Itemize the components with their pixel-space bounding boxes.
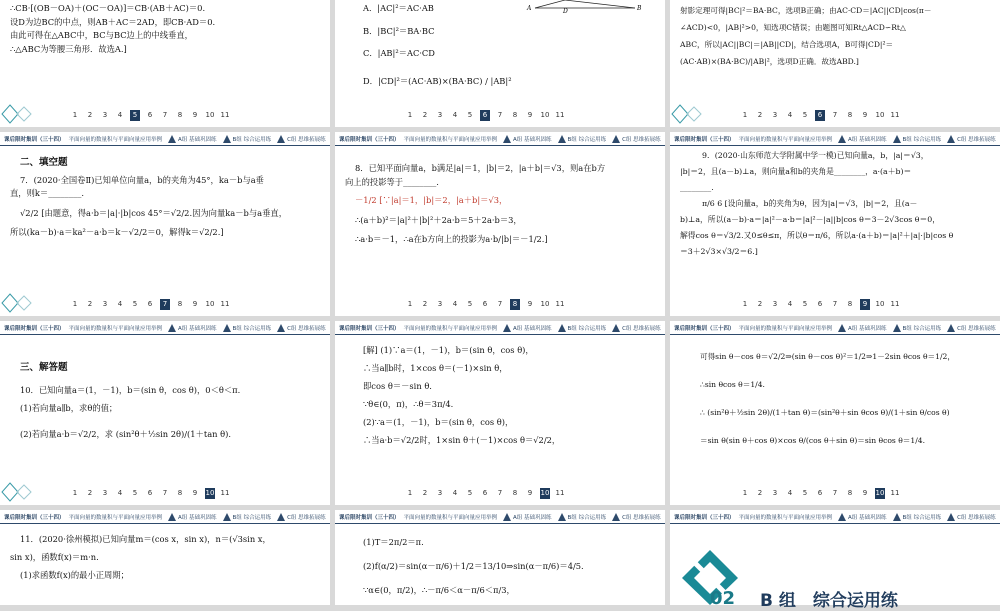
page-link[interactable]: 4	[787, 111, 793, 119]
page-link[interactable]: 11	[555, 300, 565, 308]
text-line: 由此可得在△ABC中，BC与BC边上的中线垂直，	[10, 30, 193, 40]
slide-header	[335, 510, 665, 524]
page-link[interactable]: 5	[802, 489, 808, 497]
page-link[interactable]: 4	[117, 300, 123, 308]
triangle-icon	[612, 513, 620, 521]
triangle-icon	[168, 135, 176, 143]
page-link[interactable]: 9	[192, 111, 198, 119]
question-line: ________.	[680, 183, 714, 192]
section-title: B 组 综合运用练	[760, 591, 898, 611]
page-link[interactable]: 4	[117, 489, 123, 497]
tab-group-b[interactable]: B组 综合运用练	[893, 135, 942, 143]
tab-group-b[interactable]: B组 综合运用练	[893, 513, 942, 521]
page-nav[interactable]	[405, 110, 565, 121]
diamond-decor-icon	[2, 292, 42, 314]
triangle-icon	[277, 135, 285, 143]
page-link[interactable]: 10	[540, 111, 550, 119]
page-link[interactable]: 6	[147, 300, 153, 308]
answer-line: ∴a·b＝－1，∴a在b方向上的投影为a·b/|b|＝－1/2.]	[355, 234, 548, 244]
solution-line: ∴当a·b＝√2/2时，1×sin θ＋(－1)×cos θ＝√2/2，	[363, 435, 561, 445]
page-link[interactable]: 2	[87, 111, 93, 119]
page-nav[interactable]	[70, 488, 230, 499]
slide-10a[interactable]	[0, 321, 330, 505]
slide-header	[335, 321, 665, 335]
tab-group-b[interactable]: B组 综合运用练	[558, 513, 607, 521]
page-link[interactable]: 4	[787, 300, 793, 308]
slide-6a[interactable]	[335, 0, 665, 127]
tab-group-c[interactable]: C组 思维拓展练	[612, 324, 661, 332]
page-link[interactable]: 3	[772, 111, 778, 119]
question-line: 11．(2020·徐州模拟)已知向量m＝(cos x，sin x)，n＝(√3sin x，	[20, 534, 271, 544]
page-link[interactable]: 3	[772, 489, 778, 497]
tab-group-b[interactable]: B组 综合运用练	[223, 513, 272, 521]
question-line: sin x)，函数f(x)＝m·n.	[10, 552, 99, 562]
solution-line: (2)∵a＝(1，－1)，b＝(sin θ，cos θ)，	[363, 417, 514, 427]
page-link-current[interactable]: 10	[875, 489, 885, 497]
page-link[interactable]: 2	[757, 300, 763, 308]
solution-line: (2)f(α/2)＝sin(α－π/6)＋1/2＝13/10⇒sin(α－π/6)＝4/5.	[363, 561, 584, 571]
page-link[interactable]: 4	[787, 489, 793, 497]
page-link[interactable]: 10	[540, 300, 550, 308]
text-line: ∠ACD)<0，|AB|²>0，知选项C错误；由题图可知Rt△ACD∽Rt△	[680, 23, 906, 32]
page-link[interactable]: 9	[527, 111, 533, 119]
slide-header	[670, 510, 1000, 524]
page-link-current[interactable]: 6	[480, 110, 490, 121]
tab-group-c[interactable]: C组 思维拓展练	[277, 513, 326, 521]
page-link-current[interactable]: 10	[540, 489, 550, 497]
page-link[interactable]: 2	[757, 111, 763, 119]
tab-group-b[interactable]: B组 综合运用练	[558, 135, 607, 143]
section-heading: 三、解答题	[20, 362, 68, 373]
text-line: ∴CB·[(OB－OA)＋(OC－OA)]＝CB·(AB＋AC)＝0.	[10, 3, 206, 13]
page-link[interactable]: 5	[467, 489, 473, 497]
page-link[interactable]: 5	[802, 111, 808, 119]
slide-header	[670, 321, 1000, 335]
page-link[interactable]: 8	[512, 111, 518, 119]
slide-header	[0, 132, 330, 146]
page-link[interactable]: 8	[177, 489, 183, 497]
header-title: 课后限时集训（三十四）	[4, 325, 65, 332]
triangle-icon	[893, 513, 901, 521]
page-link[interactable]: 1	[72, 300, 78, 308]
page-link[interactable]: 3	[437, 300, 443, 308]
page-link-current[interactable]: 9	[860, 299, 870, 310]
page-nav[interactable]	[405, 299, 565, 310]
triangle-icon	[947, 324, 955, 332]
page-nav[interactable]	[740, 110, 900, 121]
header-title: 课后限时集训（三十四）	[4, 514, 65, 521]
page-link[interactable]: 3	[437, 489, 443, 497]
text-line: (AC·AB)×(BA·BC)/|AB|²，选项D正确．故选ABD.]	[680, 57, 859, 66]
page-link[interactable]: 8	[847, 489, 853, 497]
section-heading: 二、填空题	[20, 157, 68, 168]
triangle-icon	[168, 324, 176, 332]
triangle-icon	[612, 135, 620, 143]
solution-line: (1)T＝2π/2＝π.	[363, 537, 424, 547]
solution-line: 即cos θ＝－sin θ.	[363, 381, 432, 391]
tab-group-a[interactable]: A组 基础巩固练	[838, 324, 887, 332]
page-link[interactable]: 5	[467, 111, 473, 119]
page-link[interactable]: 8	[512, 489, 518, 497]
triangle-icon	[223, 324, 231, 332]
solution-line: ∴当a∥b时，1×cos θ＝(－1)×sin θ，	[363, 363, 508, 373]
header-title: 课后限时集训（三十四）	[674, 514, 735, 521]
header-title: 课后限时集训（三十四）	[339, 514, 400, 521]
header-subtitle: 平面向量的数量积与平面向量应用举例	[738, 325, 833, 332]
tab-group-a[interactable]: A组 基础巩固练	[168, 135, 217, 143]
triangle-icon	[838, 513, 846, 521]
page-link-current[interactable]: 6	[815, 110, 825, 121]
page-link[interactable]: 9	[527, 300, 533, 308]
point-label-a: A	[527, 5, 532, 12]
page-link[interactable]: 1	[407, 111, 413, 119]
tab-group-c[interactable]: C组 思维拓展练	[947, 135, 996, 143]
slide-5[interactable]	[0, 0, 330, 127]
page-link[interactable]: 9	[192, 489, 198, 497]
page-link[interactable]: 7	[497, 111, 503, 119]
slide-7[interactable]	[0, 132, 330, 316]
slide-8[interactable]	[335, 132, 665, 316]
page-link[interactable]: 11	[890, 489, 900, 497]
triangle-icon	[223, 135, 231, 143]
page-link[interactable]: 11	[555, 489, 565, 497]
diamond-decor-icon	[2, 103, 42, 125]
page-link[interactable]: 5	[802, 300, 808, 308]
page-link[interactable]: 2	[422, 111, 428, 119]
page-link[interactable]: 11	[220, 489, 230, 497]
triangle-icon	[558, 135, 566, 143]
solution-line: ∵α∈(0，π/2)，∴－π/6＜α－π/6＜π/3，	[363, 585, 515, 595]
page-link[interactable]: 1	[407, 300, 413, 308]
page-link[interactable]: 7	[832, 300, 838, 308]
triangle-icon	[168, 513, 176, 521]
slide-header	[335, 132, 665, 146]
tab-group-a[interactable]: A组 基础巩固练	[838, 513, 887, 521]
text-line: ∴△ABC为等腰三角形．故选A.]	[10, 43, 127, 54]
triangle-icon	[503, 513, 511, 521]
page-link[interactable]: 1	[407, 489, 413, 497]
tab-group-b[interactable]: B组 综合运用练	[223, 324, 272, 332]
diamond-decor-icon	[672, 103, 712, 125]
page-link[interactable]: 4	[117, 111, 123, 119]
triangle-icon	[558, 513, 566, 521]
page-link[interactable]: 2	[757, 489, 763, 497]
page-link[interactable]: 2	[422, 300, 428, 308]
slide-header	[0, 321, 330, 335]
page-link[interactable]: 1	[72, 111, 78, 119]
page-link[interactable]: 2	[422, 489, 428, 497]
page-link[interactable]: 6	[482, 489, 488, 497]
page-nav[interactable]	[70, 110, 230, 121]
slide-10b[interactable]	[335, 321, 665, 505]
tab-group-a[interactable]: A组 基础巩固练	[503, 324, 552, 332]
page-link[interactable]: 1	[742, 111, 748, 119]
header-subtitle: 平面向量的数量积与平面向量应用举例	[68, 136, 163, 143]
triangle-icon	[503, 324, 511, 332]
question-line: 10．已知向量a＝(1，－1)，b＝(sin θ，cos θ)，0＜θ＜π.	[20, 385, 241, 395]
question-line: (1)若向量a∥b，求θ的值；	[20, 403, 118, 413]
tab-group-b[interactable]: B组 综合运用练	[893, 324, 942, 332]
slide-9[interactable]	[670, 132, 1000, 316]
header-subtitle: 平面向量的数量积与平面向量应用举例	[403, 136, 498, 143]
page-link[interactable]: 1	[742, 489, 748, 497]
page-link[interactable]: 7	[162, 489, 168, 497]
solution-line: ∵θ∈(0，π)，∴θ＝3π/4.	[363, 399, 454, 409]
diamond-decor-icon	[2, 481, 42, 503]
page-link[interactable]: 5	[132, 300, 138, 308]
page-nav[interactable]	[740, 488, 900, 499]
tab-group-b[interactable]: B组 综合运用练	[558, 324, 607, 332]
slide-6b[interactable]	[670, 0, 1000, 127]
page-link[interactable]: 7	[162, 111, 168, 119]
triangle-icon	[612, 324, 620, 332]
answer-line: π/6 6 [设向量a，b的夹角为θ，因为|a|＝√3，|b|＝2，且(a－	[702, 199, 918, 208]
tab-group-b[interactable]: B组 综合运用练	[223, 135, 272, 143]
answer-line: －1/2 [∵|a|＝1，|b|＝2，|a＋b|＝√3，	[355, 195, 508, 205]
question-line: 向上的投影等于________.	[345, 176, 439, 187]
header-title: 课后限时集训（三十四）	[339, 136, 400, 143]
tab-group-c[interactable]: C组 思维拓展练	[947, 324, 996, 332]
page-link[interactable]: 11	[890, 300, 900, 308]
text-line: ABC，所以|AC||BC|＝|AB||CD|，结合选项A，B可得|CD|²＝	[680, 40, 894, 49]
page-link[interactable]: 8	[177, 111, 183, 119]
tab-group-a[interactable]: A组 基础巩固练	[503, 513, 552, 521]
page-link[interactable]: 11	[220, 300, 230, 308]
question-line: (1)求函数f(x)的最小正周期；	[20, 570, 129, 580]
slide-10c[interactable]	[670, 321, 1000, 505]
answer-line: 解得cos θ＝√3/2.又0≤θ≤π，所以θ＝π/6，所以a·(a＋b)＝|a|²＋|a|·|b|cos θ	[680, 231, 954, 240]
option-c: C．|AB|²＝AC·CD	[363, 48, 435, 58]
page-link[interactable]: 3	[772, 300, 778, 308]
page-link[interactable]: 6	[147, 489, 153, 497]
page-link[interactable]: 3	[102, 489, 108, 497]
triangle-icon	[223, 513, 231, 521]
tab-group-a[interactable]: A组 基础巩固练	[503, 135, 552, 143]
solution-line: ∴ (sin²θ＋½sin 2θ)/(1＋tan θ)＝(sin²θ＋sin θcos θ)/(1＋sin θ/cos θ)	[700, 408, 950, 417]
page-link[interactable]: 3	[102, 111, 108, 119]
page-link[interactable]: 11	[220, 111, 230, 119]
tab-group-c[interactable]: C组 思维拓展练	[612, 135, 661, 143]
question-line: 直，则k＝________.	[10, 188, 85, 198]
page-link[interactable]: 4	[452, 489, 458, 497]
page-link[interactable]: 9	[862, 111, 868, 119]
triangle-icon	[558, 324, 566, 332]
page-link[interactable]: 6	[817, 300, 823, 308]
question-line: 9．(2020·山东师范大学附属中学一模)已知向量a，b，|a|＝√3，	[702, 151, 929, 160]
slide-header	[670, 132, 1000, 146]
page-link[interactable]: 1	[742, 300, 748, 308]
page-link[interactable]: 7	[497, 300, 503, 308]
page-link-current[interactable]: 10	[205, 489, 215, 497]
option-b: B．|BC|²＝BA·BC	[363, 25, 435, 36]
tab-group-a[interactable]: A组 基础巩固练	[168, 324, 217, 332]
page-link[interactable]: 10	[875, 300, 885, 308]
tab-group-a[interactable]: A组 基础巩固练	[838, 135, 887, 143]
page-nav[interactable]	[405, 488, 565, 499]
section-number: 02	[710, 588, 736, 609]
triangle-icon	[947, 135, 955, 143]
triangle-icon	[277, 513, 285, 521]
page-link[interactable]: 6	[147, 111, 153, 119]
triangle-icon	[838, 324, 846, 332]
option-d: D．|CD|²＝(AC·AB)×(BA·BC) / |AB|²	[363, 75, 512, 86]
header-title: 课后限时集训（三十四）	[674, 325, 735, 332]
answer-line: √2/2 [由题意，得a·b＝|a|·|b|cos 45°＝√2/2.因为向量ka－b与a垂直，	[20, 207, 287, 218]
triangle-icon	[503, 135, 511, 143]
header-subtitle: 平面向量的数量积与平面向量应用举例	[68, 325, 163, 332]
header-title: 课后限时集训（三十四）	[339, 325, 400, 332]
header-subtitle: 平面向量的数量积与平面向量应用举例	[738, 136, 833, 143]
page-link[interactable]: 5	[467, 300, 473, 308]
solution-line: [解] (1)∵a＝(1，－1)，b＝(sin θ，cos θ)，	[363, 345, 534, 355]
page-link[interactable]: 2	[87, 300, 93, 308]
question-line: (2)若向量a·b＝√2/2，求 (sin²θ＋½sin 2θ)/(1＋tan θ).	[20, 429, 232, 439]
option-a: A．|AC|²＝AC·AB	[363, 3, 434, 13]
solution-line: ＝sin θ(sin θ＋cos θ)×cos θ/(cos θ＋sin θ)＝sin θcos θ＝1/4.	[700, 436, 926, 445]
slide-11b[interactable]	[335, 510, 665, 605]
page-link[interactable]: 10	[205, 300, 215, 308]
page-nav[interactable]	[70, 299, 230, 310]
answer-line: b)⊥a，所以(a－b)·a＝|a|²－a·b＝|a|²－|a||b|cos θ＝3－2√3cos θ＝0，	[680, 215, 941, 224]
triangle-icon	[277, 324, 285, 332]
header-subtitle: 平面向量的数量积与平面向量应用举例	[738, 514, 833, 521]
question-line: |b|＝2，且(a－b)⊥a，则向量a和b的夹角是________，a·(a＋b)＝	[680, 167, 912, 176]
page-link[interactable]: 7	[832, 111, 838, 119]
slide-11a[interactable]	[0, 510, 330, 605]
page-nav[interactable]	[740, 299, 900, 310]
tab-group-a[interactable]: A组 基础巩固练	[168, 513, 217, 521]
page-link[interactable]: 3	[102, 300, 108, 308]
triangle-icon	[893, 135, 901, 143]
text-line: 设D为边BC的中点，则AB＋AC＝2AD，即CB·AD＝0.	[10, 16, 216, 27]
header-title: 课后限时集训（三十四）	[674, 136, 735, 143]
page-link[interactable]: 11	[890, 111, 900, 119]
page-link-current[interactable]: 8	[510, 299, 520, 310]
question-line: 7．(2020·全国卷Ⅱ)已知单位向量a，b的夹角为45°，ka－b与a垂	[20, 174, 264, 185]
page-link-current[interactable]: 7	[160, 299, 170, 310]
point-label-b: B	[637, 5, 642, 12]
slide-header	[0, 510, 330, 524]
answer-line: 所以(ka－b)·a＝ka²－a·b＝k－√2/2＝0，解得k＝√2/2.]	[10, 227, 224, 237]
text-line: 射影定理可得|BC|²＝BA·BC，选项B正确；由AC·CD＝|AC||CD|cos(π－	[680, 6, 932, 15]
page-link[interactable]: 7	[497, 489, 503, 497]
page-link[interactable]: 9	[527, 489, 533, 497]
question-line: 8．已知平面向量a，b满足|a|＝1，|b|＝2，|a＋b|＝√3，则a在b方	[355, 163, 606, 173]
page-link[interactable]: 9	[192, 300, 198, 308]
page-link[interactable]: 9	[862, 489, 868, 497]
solution-line: ∴sin θcos θ＝1/4.	[700, 380, 765, 389]
tab-group-c[interactable]: C组 思维拓展练	[612, 513, 661, 521]
page-link[interactable]: 6	[817, 489, 823, 497]
page-link[interactable]: 5	[132, 489, 138, 497]
header-subtitle: 平面向量的数量积与平面向量应用举例	[68, 514, 163, 521]
tab-group-c[interactable]: C组 思维拓展练	[277, 135, 326, 143]
answer-line: ＝3＋2√3×√3/2＝6.]	[680, 247, 758, 256]
header-title: 课后限时集训（三十四）	[4, 136, 65, 143]
page-link[interactable]: 8	[847, 300, 853, 308]
header-subtitle: 平面向量的数量积与平面向量应用举例	[403, 325, 498, 332]
page-link[interactable]: 11	[555, 111, 565, 119]
page-link[interactable]: 8	[177, 300, 183, 308]
triangle-icon	[838, 135, 846, 143]
header-subtitle: 平面向量的数量积与平面向量应用举例	[403, 514, 498, 521]
page-link[interactable]: 7	[832, 489, 838, 497]
tab-group-c[interactable]: C组 思维拓展练	[947, 513, 996, 521]
page-link[interactable]: 2	[87, 489, 93, 497]
page-link-current[interactable]: 5	[130, 110, 140, 121]
triangle-icon	[947, 513, 955, 521]
triangle-icon	[893, 324, 901, 332]
solution-line: 可得sin θ－cos θ＝√2/2⇒(sin θ－cos θ)²＝1/2⇒1－2sin θcos θ＝1/2，	[700, 352, 955, 361]
tab-group-c[interactable]: C组 思维拓展练	[277, 324, 326, 332]
answer-line: ∴(a＋b)²＝|a|²＋|b|²＋2a·b＝5＋2a·b＝3，	[355, 214, 522, 225]
point-label-d: D	[563, 8, 568, 15]
slide-section-b[interactable]	[670, 510, 1000, 611]
page-link[interactable]: 8	[847, 111, 853, 119]
page-link[interactable]: 10	[205, 111, 215, 119]
page-link[interactable]: 3	[437, 111, 443, 119]
page-link[interactable]: 4	[452, 111, 458, 119]
page-link[interactable]: 10	[875, 111, 885, 119]
page-link[interactable]: 1	[72, 489, 78, 497]
page-link[interactable]: 6	[482, 300, 488, 308]
page-link[interactable]: 4	[452, 300, 458, 308]
